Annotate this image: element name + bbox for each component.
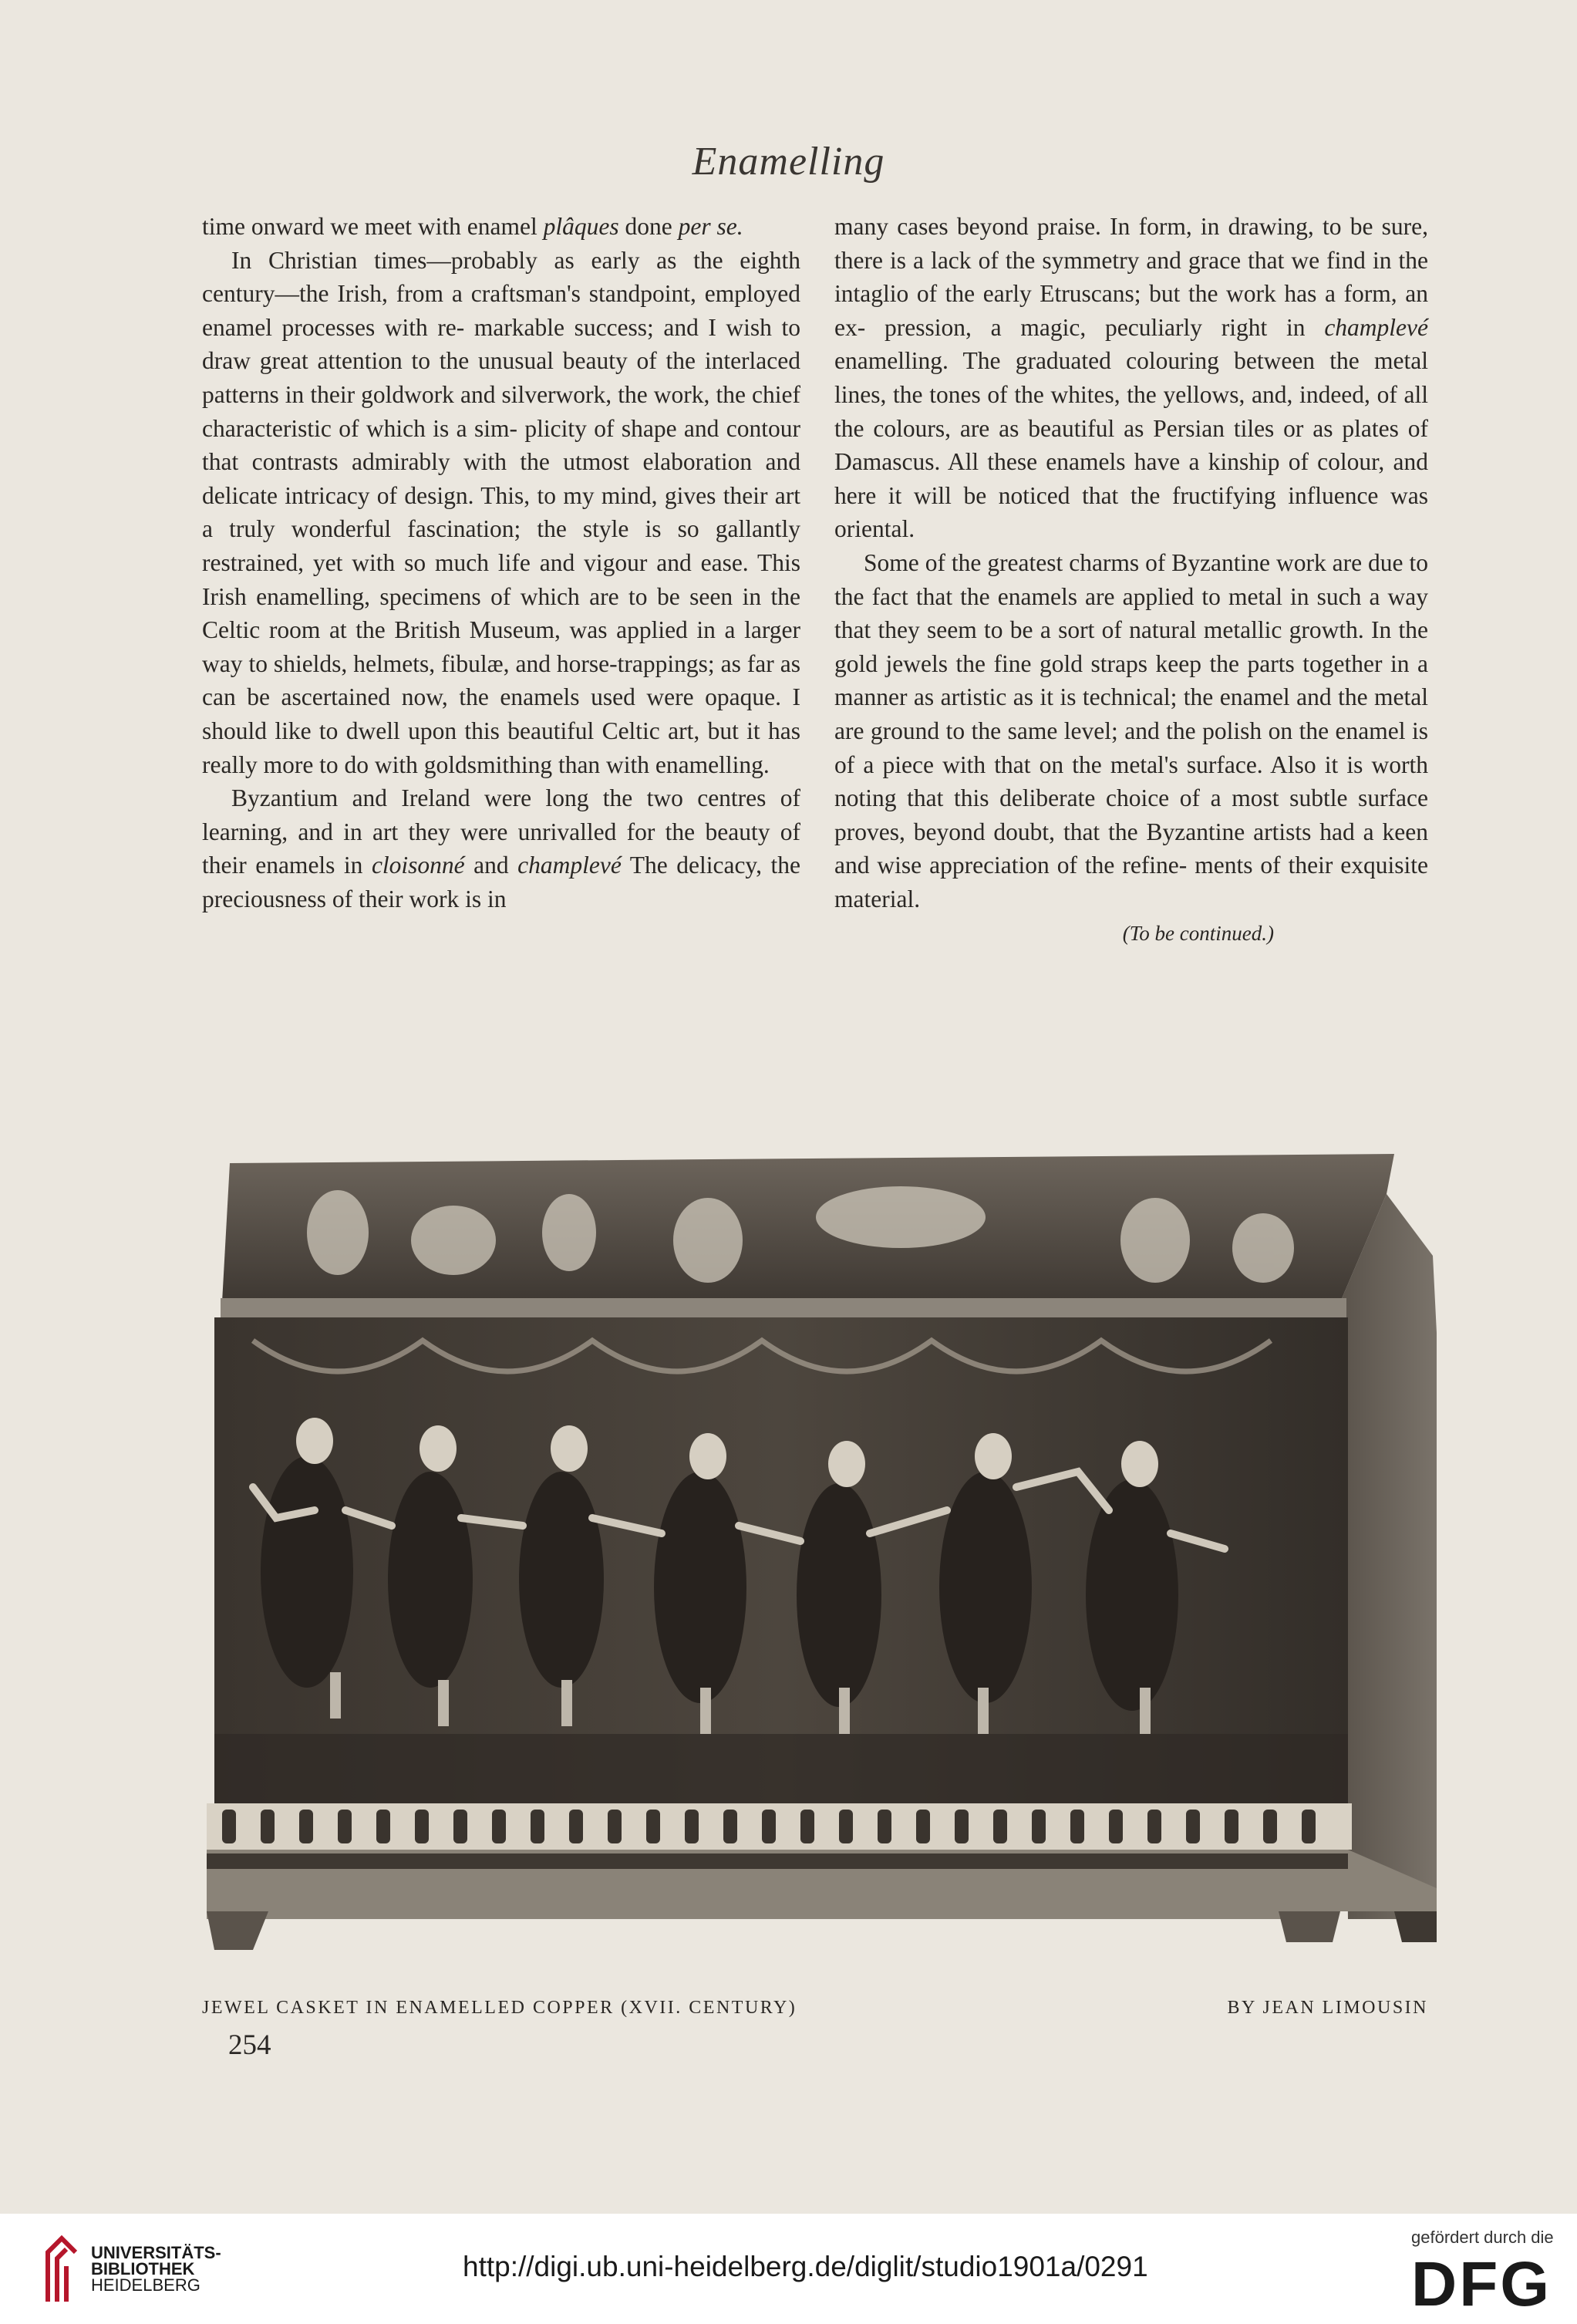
paragraph-continued: time onward we meet with enamel plâques done per se. [202, 213, 743, 240]
paragraph-byzantine-charms: Some of the greatest charms of Byzantine work are due to the fact that the enamels are applied to metal in such a way that they seem to be a sort of natural metallic growth. In the gold jewels the fine gold straps keep the parts together in a manner as artistic as it is technical; the enamel and the metal are ground to the same level; and the polish on the enamel is of a piece with that on the metal's surface. Also it is worth noting that this deliberate choice of a most subtle surface proves, beyond doubt, that the Byzantine artists had a keen and wise appreciation of the refine- ments of their exquisite material. [834, 548, 1428, 912]
jewel-casket-photograph [207, 1148, 1437, 1950]
paragraph-byzantium-ireland: Byzantium and Ireland were long the two centres of learning, and in art they were unrivalled for the beauty of their enamels in cloisonné and champlevé The delicacy, the preciousness of their work is in [202, 784, 800, 912]
figure-caption: JEWEL CASKET IN ENAMELLED COPPER (XVII. CENTURY) [202, 1998, 797, 2018]
page-number: 254 [228, 2029, 271, 2061]
dfg-logo-icon: DFG [1411, 2249, 1552, 2319]
left-text-column [202, 210, 800, 916]
to-be-continued-note: (To be continued.) [1122, 922, 1274, 946]
paragraph-irish-enamel: In Christian times—probably as early as the eighth century—the Irish, from a craftsman's standpoint, employed enamel processes with re- markable success; and I wish to draw great attention to the unusual beauty of the interlaced patterns in their goldwork and silverwork, the work, the chief characteristic of which is a sim- plicity of shape and contour that contrasts admirably with the utmost elaboration and delicate intricacy of design. This, to my mind, gives their art a truly wonderful fascination; the style is so gallantly restrained, yet with so much life and vigour and ease. This Irish enamelling, specimens of which are to be seen in the Celtic room at the British Museum, was applied in a larger way to shields, helmets, fibulæ, and horse-trappings; as far as can be ascertained now, the enamels used were opaque. I should like to dwell upon this beautiful Celtic art, but it has really more to do with goldsmithing than with enamelling. [202, 246, 800, 778]
right-text-column [834, 210, 1428, 951]
library-logo-icon [40, 2235, 83, 2302]
funding-note: gefördert durch die [1411, 2228, 1554, 2247]
permalink-url[interactable]: http://digi.ub.uni-heidelberg.de/diglit/studio1901a/0291 [463, 2251, 1148, 2282]
running-head: Enamelling [692, 140, 885, 184]
figure-credit: BY JEAN LIMOUSIN [1227, 1998, 1428, 2018]
digitization-footer [0, 2214, 1577, 2324]
library-name: UNIVERSITÄTS- BIBLIOTHEK HEIDELBERG [91, 2243, 221, 2295]
paragraph-form-drawing: many cases beyond praise. In form, in drawing, to be sure, there is a lack of the symmetry and grace that we find in the intaglio of the early Etruscans; but the work has a form, an ex- pression, a magic, peculiarly right in champlevé enamelling. The graduated colouring between the metal lines, the tones of the whites, the yellows, and, indeed, of all the colours, are as beautiful as Persian tiles or as plates of Damascus. All these enamels have a kinship of colour, and here it will be noticed that the fructifying influence was oriental. [834, 213, 1428, 543]
